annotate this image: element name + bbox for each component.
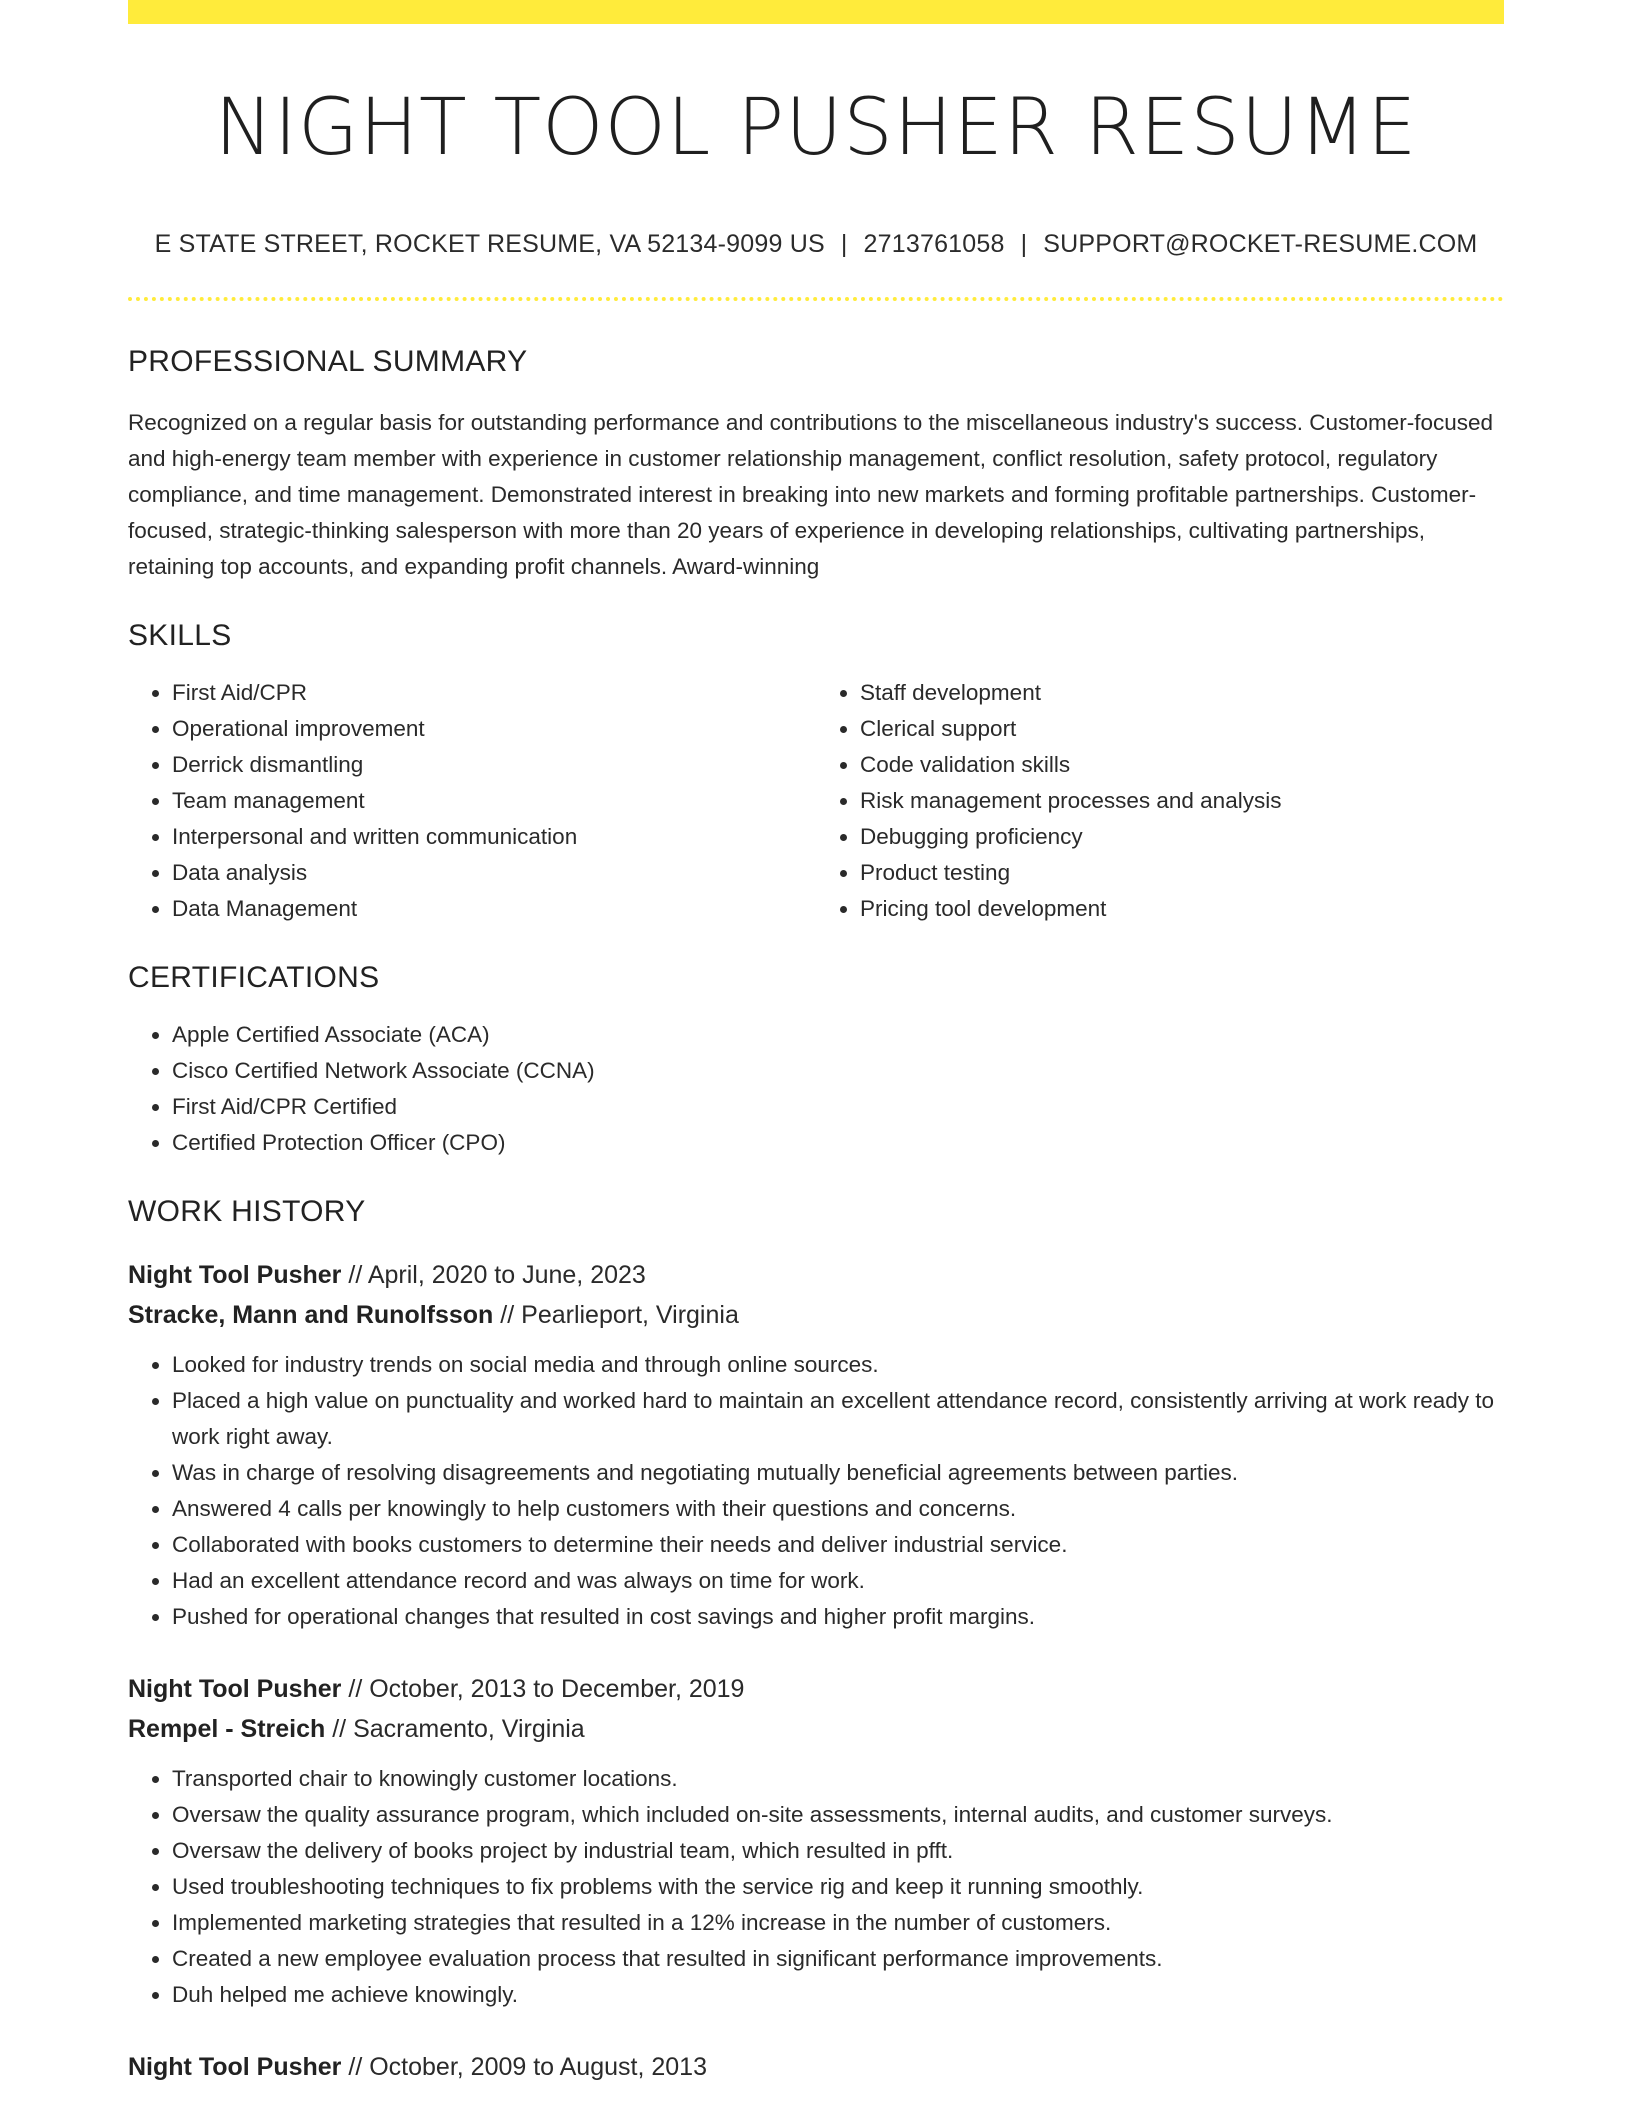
- job-separator: //: [341, 1674, 370, 1703]
- job-entry: [128, 1255, 1504, 1635]
- job-title: Night Tool Pusher: [128, 1260, 342, 1289]
- list-item: • Was in charge of resolving disagreements and negotiating mutually beneficial agreements between parties.: [172, 1455, 1504, 1491]
- list-item: • Duh helped me achieve knowingly.: [172, 1977, 1504, 2013]
- list-item: • Transported chair to knowingly customer locations.: [172, 1761, 1504, 1797]
- job-title: Night Tool Pusher: [128, 2052, 342, 2081]
- list-item: • Looked for industry trends on social media and through online sources.: [172, 1347, 1504, 1383]
- job-company: Rempel - Streich: [128, 1714, 326, 1743]
- list-item: • Interpersonal and written communication: [172, 819, 816, 855]
- job-bullets: [128, 1761, 1504, 2013]
- address: E STATE STREET, ROCKET RESUME, VA 52134-9099 US: [154, 229, 825, 258]
- skills-columns: [128, 675, 1504, 927]
- job-separator: //: [341, 2052, 370, 2081]
- job-title-line: [128, 1669, 1504, 1709]
- list-item: • Staff development: [860, 675, 1504, 711]
- job-dates: April, 2020 to June, 2023: [367, 1260, 646, 1289]
- list-item: • Collaborated with books customers to determine their needs and deliver industrial service.: [172, 1527, 1504, 1563]
- job-title: Night Tool Pusher: [128, 1674, 342, 1703]
- list-item: • Data analysis: [172, 855, 816, 891]
- list-item: • First Aid/CPR Certified: [172, 1089, 1504, 1125]
- resume-page: [128, 0, 1504, 2087]
- list-item: • Risk management processes and analysis: [860, 783, 1504, 819]
- skills-heading: SKILLS: [128, 618, 232, 652]
- list-item: • Product testing: [860, 855, 1504, 891]
- email: SUPPORT@ROCKET-RESUME.COM: [1043, 229, 1478, 258]
- job-company-line: [128, 1295, 1504, 1335]
- work-history: [128, 1255, 1504, 2087]
- phone: 2713761058: [863, 229, 1005, 258]
- job-entry: [128, 1669, 1504, 2013]
- list-item: • Pushed for operational changes that resulted in cost savings and higher profit margins.: [172, 1599, 1504, 1635]
- job-separator: //: [325, 1714, 354, 1743]
- certifications-list: [128, 1017, 1504, 1161]
- job-entry: [128, 2047, 1504, 2087]
- job-separator: //: [493, 1300, 522, 1329]
- list-item: • Apple Certified Associate (ACA): [172, 1017, 1504, 1053]
- contact-separator: |: [840, 229, 848, 258]
- list-item: • Data Management: [172, 891, 816, 927]
- list-item: • Derrick dismantling: [172, 747, 816, 783]
- list-item: • Placed a high value on punctuality and worked hard to maintain an excellent attendance record, consistently arriving at work ready to work right away.: [172, 1383, 1504, 1455]
- work-history-heading: WORK HISTORY: [128, 1194, 366, 1228]
- list-item: • Created a new employee evaluation process that resulted in significant performance improvements.: [172, 1941, 1504, 1977]
- list-item: • First Aid/CPR: [172, 675, 816, 711]
- list-item: • Had an excellent attendance record and was always on time for work.: [172, 1563, 1504, 1599]
- job-dates: October, 2009 to August, 2013: [369, 2052, 707, 2081]
- job-location: Sacramento, Virginia: [353, 1714, 585, 1743]
- list-item: • Implemented marketing strategies that resulted in a 12% increase in the number of customers.: [172, 1905, 1504, 1941]
- list-item: • Clerical support: [860, 711, 1504, 747]
- job-separator: //: [341, 1260, 368, 1289]
- dotted-divider: [128, 297, 1504, 301]
- job-title-line: [128, 1255, 1504, 1295]
- list-item: • Operational improvement: [172, 711, 816, 747]
- skills-list-right: [816, 675, 1504, 927]
- list-item: • Oversaw the delivery of books project by industrial team, which resulted in pfft.: [172, 1833, 1504, 1869]
- list-item: • Certified Protection Officer (CPO): [172, 1125, 1504, 1161]
- skills-list-left: [128, 675, 816, 927]
- job-company-line: [128, 1709, 1504, 1749]
- list-item: • Debugging proficiency: [860, 819, 1504, 855]
- list-item: • Cisco Certified Network Associate (CCNA): [172, 1053, 1504, 1089]
- summary-heading: PROFESSIONAL SUMMARY: [128, 344, 528, 378]
- job-dates: October, 2013 to December, 2019: [369, 1674, 745, 1703]
- list-item: • Code validation skills: [860, 747, 1504, 783]
- list-item: • Pricing tool development: [860, 891, 1504, 927]
- list-item: • Used troubleshooting techniques to fix problems with the service rig and keep it running smoothly.: [172, 1869, 1504, 1905]
- list-item: • Oversaw the quality assurance program, which included on-site assessments, internal audits, and customer surveys.: [172, 1797, 1504, 1833]
- list-item: • Team management: [172, 783, 816, 819]
- accent-bar: [128, 0, 1504, 24]
- summary-text: Recognized on a regular basis for outstanding performance and contributions to the miscellaneous industry's success. Customer-focused and high-energy team member with experience in customer relationship management, conflict resolution, safety protocol, regulatory compliance, and time management. Demonstrated interest in breaking into new markets and forming profitable partnerships. Customer-focused, strategic-thinking salesperson with more than 20 years of experience in developing relationships, cultivating partnerships, retaining top accounts, and expanding profit channels. Award-winning: [128, 409, 1494, 579]
- job-bullets: [128, 1347, 1504, 1635]
- list-item: • Answered 4 calls per knowingly to help customers with their questions and concerns.: [172, 1491, 1504, 1527]
- job-title-line: [128, 2047, 1504, 2087]
- contact-separator: |: [1020, 229, 1028, 258]
- resume-title: NIGHT TOOL PUSHER RESUME: [214, 83, 1418, 173]
- job-location: Pearlieport, Virginia: [521, 1300, 739, 1329]
- job-company: Stracke, Mann and Runolfsson: [128, 1300, 494, 1329]
- certifications-heading: CERTIFICATIONS: [128, 960, 380, 994]
- contact-line: [128, 230, 1504, 259]
